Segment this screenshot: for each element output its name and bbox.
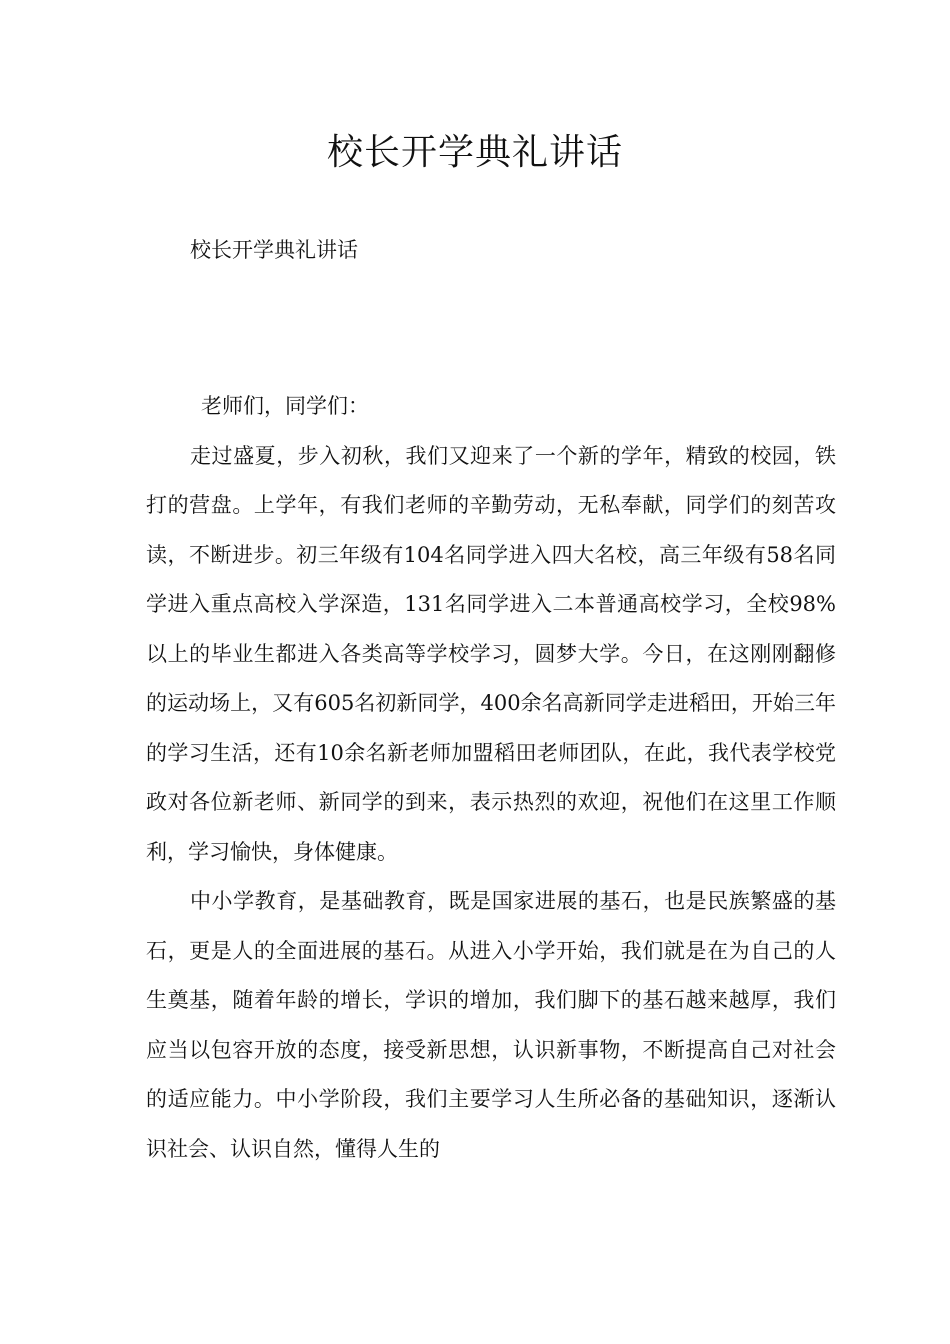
salutation: 老师们，同学们： — [201, 394, 369, 418]
document-body — [146, 382, 836, 1174]
document-subtitle: 校长开学典礼讲话 — [190, 238, 358, 262]
document-title: 校长开学典礼讲话 — [326, 132, 623, 173]
paragraph: 中小学教育，是基础教育，既是国家进展的基石，也是民族繁盛的基石，更是人的全面进展的基石。从进入小学开始，我们就是在为自己的人生奠基，随着年龄的增长，学识的增加，我们脚下的基石越来越厚，我们应当以包容开放的态度，接受新思想，认识新事物，不断提高自己对社会的适应能力。中小学阶段，我们主要学习人生所必备的基础知识，逐渐认识社会、认识自然，懂得人生的 — [146, 889, 836, 1161]
paragraph: 走过盛夏，步入初秋，我们又迎来了一个新的学年，精致的校园，铁打的营盘。上学年，有我们老师的辛勤劳动，无私奉献，同学们的刻苦攻读，不断进步。初三年级有104名同学进入四大名校，高三年级有58名同学进入重点高校入学深造，131名同学进入二本普通高校学习，全校98%以上的毕业生都进入各类高等学校学习，圆梦大学。今日，在这刚刚翻修的运动场上，又有605名初新同学，400余名高新同学走进稻田，开始三年的学习生活，还有10余名新老师加盟稻田老师团队，在此，我代表学校党政对各位新老师、新同学的到来，表示热烈的欢迎，祝他们在这里工作顺利，学习愉快，身体健康。 — [146, 443, 836, 864]
